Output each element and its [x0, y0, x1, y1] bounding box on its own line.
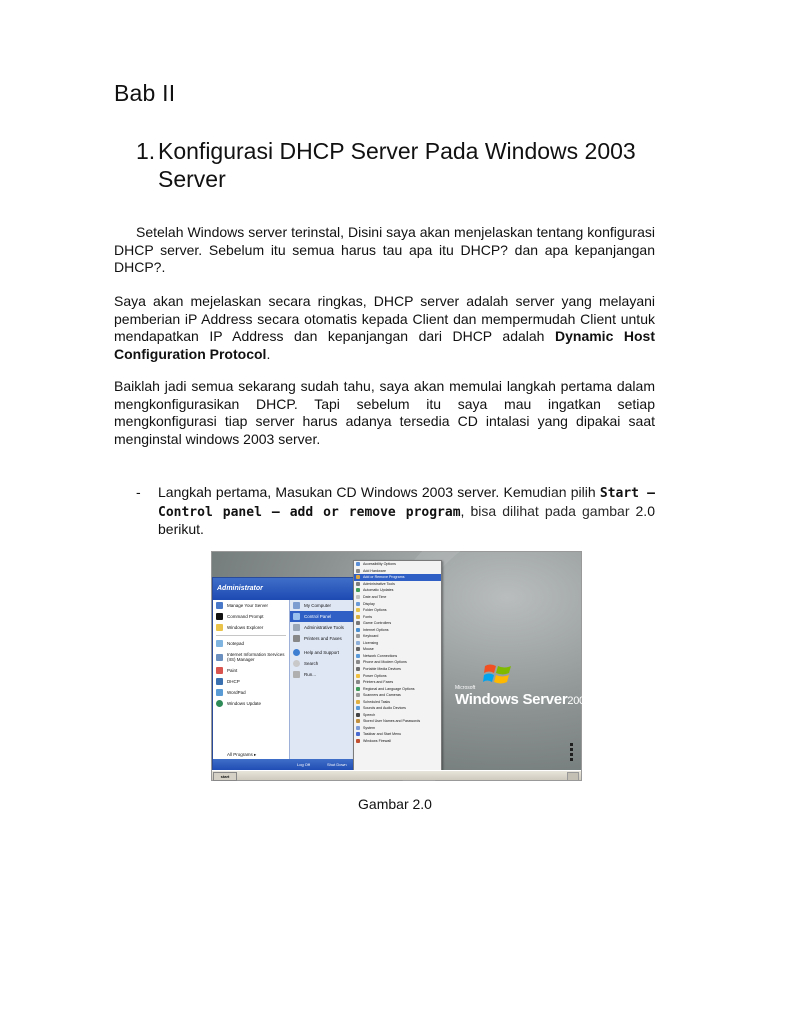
computer-icon [293, 602, 300, 609]
globe-icon [216, 700, 223, 707]
bold-term: Dynamic Host Configuration Protocol [114, 328, 655, 362]
start-item-label: WordPad [227, 690, 246, 695]
control-panel-item-icon [356, 634, 360, 638]
start-item-label: Notepad [227, 641, 245, 646]
start-item-help[interactable] [290, 647, 358, 658]
control-panel-item-icon [356, 739, 360, 743]
control-panel-item-icon [356, 700, 360, 704]
start-item-label: Paint [227, 668, 238, 673]
tools-icon [293, 624, 300, 631]
section-title: Konfigurasi DHCP Server Pada Windows 2003 Server [158, 138, 636, 192]
start-item-command-prompt[interactable] [213, 611, 289, 622]
paragraph-dhcp-definition [114, 293, 655, 363]
start-item-paint[interactable] [213, 665, 289, 676]
start-menu-user: Administrator [213, 578, 358, 600]
figure-caption: Gambar 2.0 [358, 796, 432, 812]
control-panel-item-label: Network Connections [363, 653, 398, 658]
control-panel-item-icon [356, 562, 360, 566]
control-panel-item-label: System [363, 725, 375, 730]
control-panel-icon [293, 613, 300, 620]
control-panel-item-icon [356, 608, 360, 612]
control-panel-item-label: Taskbar and Start Menu [363, 732, 402, 737]
start-item-label: Manage Your Server [227, 603, 269, 608]
paragraph-text: Saya akan mejelaskan secara ringkas, DHCP server adalah server yang melayani pemberian iP Address secara otomatis kepada Client dan mempermudah Client untuk mendapatkan IP Address dan kepanjangan dari DHCP adalah [114, 293, 655, 344]
logo-product-name: Windows Server [455, 691, 568, 708]
folder-icon [216, 624, 223, 631]
control-panel-item-icon [356, 615, 360, 619]
control-panel-item-icon [356, 654, 360, 658]
control-panel-item-icon [356, 674, 360, 678]
iis-icon [216, 654, 223, 661]
control-panel-item-icon [356, 595, 360, 599]
control-panel-item-label: Sounds and Audio Devices [363, 706, 406, 711]
control-panel-item-label: Accessibility Options [363, 562, 396, 567]
control-panel-item-label: Stored User Names and Passwords [363, 719, 421, 724]
control-panel-item-label: Internet Options [363, 627, 389, 632]
dhcp-icon [216, 678, 223, 685]
start-menu-system-list [289, 600, 358, 759]
control-panel-item-icon [356, 667, 360, 671]
taskbar [212, 770, 581, 780]
wordpad-icon [216, 689, 223, 696]
control-panel-item-icon [356, 569, 360, 573]
control-panel-item[interactable] [354, 738, 441, 745]
control-panel-item-label: Mouse [363, 647, 374, 652]
log-off-button[interactable]: Log Off [297, 762, 311, 767]
start-item-label: Help and Support [304, 650, 340, 655]
control-panel-item-icon [356, 647, 360, 651]
control-panel-item-icon [356, 706, 360, 710]
all-programs-button[interactable]: All Programs ▸ [227, 752, 257, 757]
control-panel-item-label: Windows Firewall [363, 739, 391, 744]
printer-icon [293, 635, 300, 642]
control-panel-item-label: Scheduled Tasks [363, 699, 391, 704]
control-panel-item-icon [356, 732, 360, 736]
screenshot-figure [211, 551, 591, 781]
start-item-admin-tools[interactable] [290, 622, 358, 633]
control-panel-item-icon [356, 687, 360, 691]
windows-flag-icon [483, 660, 513, 688]
paint-icon [216, 667, 223, 674]
start-item-run[interactable] [290, 669, 358, 680]
start-item-windows-update[interactable] [213, 698, 289, 709]
section-heading [136, 137, 676, 193]
start-item-label: Command Prompt [227, 614, 264, 619]
control-panel-item-icon [356, 719, 360, 723]
control-panel-item-label: Printers and Faxes [363, 680, 394, 685]
control-panel-item-label: Keyboard [363, 634, 379, 639]
start-menu [212, 577, 359, 772]
terminal-icon [216, 613, 223, 620]
start-item-label: My Computer [304, 603, 332, 608]
bullet-text-end: , bisa dilihat pada gambar 2.0 berikut. [158, 502, 655, 537]
logo-microsoft-text: Microsoft [455, 685, 476, 691]
control-panel-item-icon [356, 693, 360, 697]
control-panel-item-icon [356, 575, 360, 579]
section-number: 1. [136, 138, 156, 164]
start-item-label: Internet Information Services (IIS) Manager [227, 652, 285, 662]
control-panel-item-label: Regional and Language Options [363, 686, 415, 691]
control-panel-item-label: Add or Remove Programs [363, 575, 405, 580]
start-menu-divider [216, 635, 286, 636]
control-panel-item-icon [356, 628, 360, 632]
start-button[interactable]: start [213, 772, 237, 781]
control-panel-item-label: Portable Media Devices [363, 667, 401, 672]
start-item-iis[interactable] [213, 649, 289, 665]
start-item-label: Windows Update [227, 701, 262, 706]
start-item-control-panel[interactable] [290, 611, 358, 622]
start-item-printers[interactable] [290, 633, 358, 644]
control-panel-item-label: Automatic Updates [363, 588, 394, 593]
control-panel-item-icon [356, 660, 360, 664]
control-panel-item-icon [356, 621, 360, 625]
start-item-label: Printers and Faxes [304, 636, 342, 641]
control-panel-item-icon [356, 680, 360, 684]
start-item-label: Run... [304, 672, 317, 677]
notepad-icon [216, 640, 223, 647]
paragraph-preparation: Baiklah jadi semua sekarang sudah tahu, saya akan memulai langkah pertama dalam mengkonfigurasikan DHCP. Tapi sebelum itu saya mau ingatkan setiap mengkonfigurasi tiap server harus adanya tersedia CD intalasi yang dipakai saat menginstal windows 2003 server. [114, 378, 655, 447]
control-panel-item-icon [356, 641, 360, 645]
control-panel-submenu [353, 560, 442, 774]
control-panel-item-icon [356, 588, 360, 592]
start-menu-pinned-list [213, 600, 289, 759]
start-item-label: Windows Explorer [227, 625, 264, 630]
search-icon [293, 660, 300, 667]
server-icon [216, 602, 223, 609]
control-panel-item-label: Speech [363, 712, 376, 717]
start-item-explorer[interactable] [213, 622, 289, 633]
control-panel-item-label: Fonts [363, 614, 372, 619]
start-item-label: DHCP [227, 679, 240, 684]
desktop-icon-dots [569, 742, 577, 754]
control-panel-item-icon [356, 713, 360, 717]
start-item-notepad[interactable] [213, 638, 289, 649]
control-panel-item-icon [356, 726, 360, 730]
bullet-dash: - [136, 484, 141, 500]
bullet-menu-path: Start – Control panel – add or remove program [158, 486, 655, 520]
control-panel-item-label: Add Hardware [363, 568, 386, 573]
control-panel-item-icon [356, 602, 360, 606]
control-panel-item-label: Power Options [363, 673, 387, 678]
start-item-manage-server[interactable] [213, 600, 289, 611]
control-panel-item-label: Date and Time [363, 595, 387, 599]
shut-down-button[interactable]: Shut Down [327, 762, 347, 767]
control-panel-item-label: Scanners and Cameras [363, 693, 401, 698]
run-icon [293, 671, 300, 678]
control-panel-item-label: Phone and Modem Options [363, 660, 407, 665]
start-item-label: Control Panel [304, 614, 332, 619]
control-panel-item-label: Display [363, 601, 375, 606]
start-item-label: Administrative Tools [304, 625, 344, 630]
help-icon [293, 649, 300, 656]
paragraph-text-end: . [266, 345, 271, 362]
start-item-dhcp[interactable] [213, 676, 289, 687]
system-tray [567, 772, 579, 781]
control-panel-item-label: Administrative Tools [363, 581, 395, 586]
start-item-wordpad[interactable] [213, 687, 289, 698]
control-panel-item-label: Game Controllers [363, 621, 392, 626]
paragraph-intro: Setelah Windows server terinstal, Disini saya akan menjelaskan tentang konfigurasi DHCP server. Sebelum itu semua harus tau apa itu DHCP? dan apa kepanjangan DHCP?. [114, 224, 655, 275]
control-panel-item-label: Folder Options [363, 608, 387, 613]
start-item-my-computer[interactable] [290, 600, 358, 611]
start-item-label: Search [304, 661, 319, 666]
logo-version: 2003 [567, 695, 591, 707]
start-item-search[interactable] [290, 658, 358, 669]
chapter-heading: Bab II [114, 80, 176, 106]
control-panel-item-icon [356, 582, 360, 586]
bullet-text-start: Langkah pertama, Masukan CD Windows 2003 server. Kemudian pilih [158, 484, 600, 500]
logo-product-text [455, 691, 591, 708]
control-panel-item-label: Licensing [363, 640, 379, 645]
